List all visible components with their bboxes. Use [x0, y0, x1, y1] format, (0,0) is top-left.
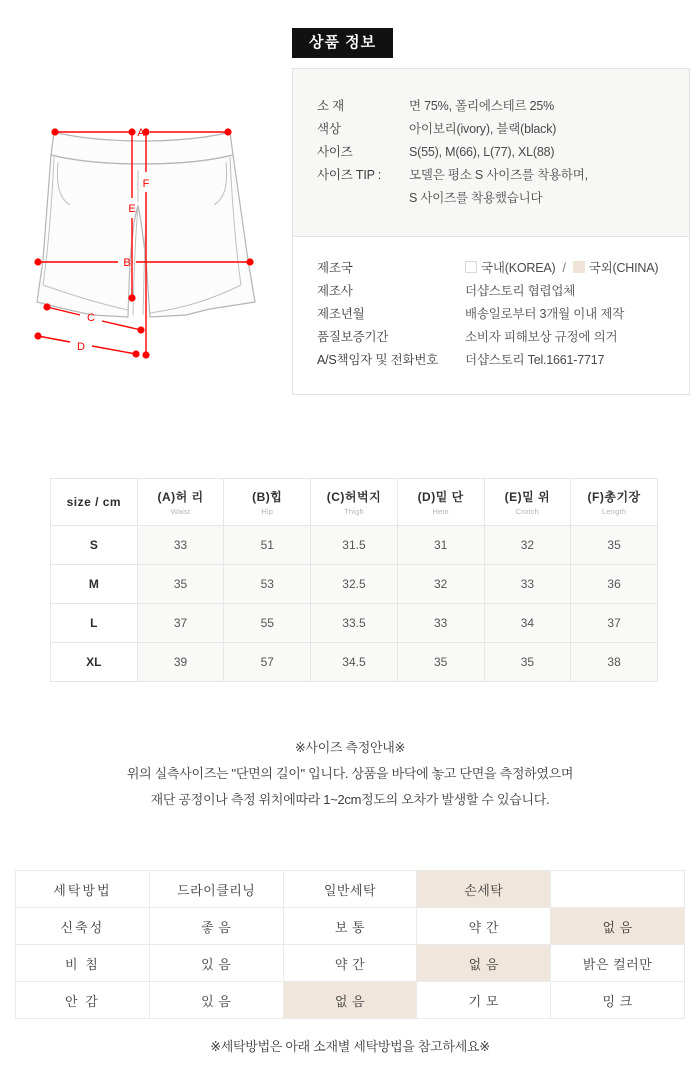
size-row-label-m: M: [51, 565, 138, 604]
measurement-note-line-1: 위의 실측사이즈는 "단면의 길이" 입니다. 상품을 바닥에 놓고 단면을 측정하였으며: [126, 766, 574, 781]
size-cell-m-hip: 53: [224, 565, 311, 604]
care-row-label-wash: 세탁방법: [16, 871, 150, 908]
size-cell-s-length: 35: [571, 526, 658, 565]
care-cell-lining-none: 없 음: [283, 982, 417, 1019]
maker-value-contact: 더샵스토리 Tel.1661-7717: [465, 353, 605, 367]
size-header-hem: [397, 479, 484, 526]
size-header-crotch-kr: (E)밑 위: [504, 490, 551, 504]
size-cell-l-crotch: 34: [484, 604, 571, 643]
product-info-panel: [292, 68, 690, 395]
size-tip-line-1: 모델은 평소 S 사이즈를 착용하며,: [409, 168, 588, 182]
size-tip-line-2: S 사이즈를 착용했습니다: [409, 191, 543, 205]
size-cell-xl-hip: 57: [224, 643, 311, 682]
measurement-note-title: ※사이즈 측정안내※: [294, 740, 406, 755]
table-row: [51, 526, 658, 565]
size-cell-s-waist: 33: [137, 526, 224, 565]
size-cell-xl-crotch: 35: [484, 643, 571, 682]
care-cell-wash-dryclean: 드라이클리닝: [149, 871, 283, 908]
size-cell-l-thigh: 33.5: [311, 604, 398, 643]
table-row: [51, 565, 658, 604]
size-header-hip-en: Hip: [261, 507, 274, 516]
diagram-label-b: B: [123, 257, 131, 269]
size-row-label-s: S: [51, 526, 138, 565]
size-cell-xl-thigh: 34.5: [311, 643, 398, 682]
maker-row-warranty: [293, 326, 689, 349]
spec-value-color: 아이보리(ivory), 블랙(black): [409, 122, 557, 136]
care-table-container: [15, 870, 685, 1019]
measurement-note-line-2: 재단 공정이나 측정 위치에따라 1~2cm정도의 오차가 발생할 수 있습니다.: [150, 792, 550, 807]
spec-label-material: 소 재: [317, 99, 345, 113]
care-cell-lining-yes: 있 음: [149, 982, 283, 1019]
maker-value-warranty: 소비자 피해보상 규정에 의거: [465, 330, 618, 344]
size-header-thigh-kr: (C)허벅지: [326, 490, 382, 504]
size-cell-m-waist: 35: [137, 565, 224, 604]
product-info-title: 상품 정보: [292, 28, 393, 58]
size-cell-l-waist: 37: [137, 604, 224, 643]
shorts-diagram-svg: [10, 110, 280, 353]
care-cell-wash-hand: 손세탁: [417, 871, 551, 908]
maker-label-company: 제조사: [317, 284, 353, 298]
size-cell-m-hem: 32: [397, 565, 484, 604]
care-cell-wash-normal: 일반세탁: [283, 871, 417, 908]
garment-measurement-diagram: [10, 110, 280, 353]
size-row-label-l: L: [51, 604, 138, 643]
size-table-container: [50, 478, 658, 682]
size-cell-l-length: 37: [571, 604, 658, 643]
origin-separator: /: [562, 261, 566, 275]
spec-row-size-tip: [293, 164, 689, 210]
size-header-sizecm: [51, 479, 138, 526]
size-header-hem-kr: (D)밑 단: [417, 490, 464, 504]
size-table-header-row: [51, 479, 658, 526]
product-spec-section: [293, 69, 689, 237]
origin-checkbox-china[interactable]: [573, 261, 585, 273]
maker-row-date: [293, 303, 689, 326]
product-info-block: [292, 28, 690, 395]
size-header-length-kr: (F)총기장: [587, 490, 641, 504]
spec-value-material: 면 75%, 폴리에스테르 25%: [409, 99, 555, 113]
size-header-hem-en: Hem: [432, 507, 449, 516]
spec-row-color: [293, 118, 689, 141]
care-cell-lining-fleece: 기 모: [417, 982, 551, 1019]
maker-value-origin: [465, 257, 658, 280]
origin-checkbox-korea[interactable]: [465, 261, 477, 273]
size-cell-m-crotch: 33: [484, 565, 571, 604]
size-header-crotch-en: Crotch: [515, 507, 540, 516]
spec-row-material: [293, 95, 689, 118]
diagram-label-c: C: [87, 312, 95, 324]
table-row: [51, 643, 658, 682]
care-cell-sheer-slight: 약 간: [283, 945, 417, 982]
size-cell-l-hem: 33: [397, 604, 484, 643]
size-header-hip-kr: (B)힙: [252, 490, 283, 504]
diagram-label-e: E: [128, 203, 136, 215]
care-cell-stretch-none: 없 음: [551, 908, 685, 945]
size-header-hip: [224, 479, 311, 526]
maker-label-origin: 제조국: [317, 261, 353, 275]
size-cell-xl-length: 38: [571, 643, 658, 682]
manufacturer-section: [293, 237, 689, 394]
size-cell-s-crotch: 32: [484, 526, 571, 565]
care-row-label-stretch: 신축성: [16, 908, 150, 945]
care-cell-sheer-yes: 있 음: [149, 945, 283, 982]
table-row: [16, 982, 685, 1019]
spec-label-size: 사이즈: [317, 145, 353, 159]
table-row: [16, 908, 685, 945]
care-row-label-lining: 안 감: [16, 982, 150, 1019]
size-header-length: [571, 479, 658, 526]
size-cell-m-thigh: 32.5: [311, 565, 398, 604]
care-row-label-sheer: 비 침: [16, 945, 150, 982]
size-header-sizecm-kr: size / cm: [66, 495, 122, 509]
size-header-waist: [137, 479, 224, 526]
measurement-guide-note: [0, 735, 700, 813]
origin-label-china: 국외(CHINA): [588, 261, 659, 275]
maker-label-contact: A/S책임자 및 전화번호: [317, 353, 439, 367]
diagram-label-f: F: [142, 178, 150, 190]
size-header-crotch: [484, 479, 571, 526]
size-table: [50, 478, 658, 682]
size-cell-s-hip: 51: [224, 526, 311, 565]
care-table: [15, 870, 685, 1019]
maker-label-date: 제조년월: [317, 307, 365, 321]
size-cell-s-thigh: 31.5: [311, 526, 398, 565]
care-cell-wash-empty: [551, 871, 685, 908]
size-header-waist-en: Waist: [170, 507, 191, 516]
maker-row-contact: [293, 349, 689, 372]
size-header-waist-kr: (A)허 리: [157, 490, 204, 504]
care-cell-stretch-good: 좋 음: [149, 908, 283, 945]
size-cell-s-hem: 31: [397, 526, 484, 565]
size-cell-m-length: 36: [571, 565, 658, 604]
size-cell-l-hip: 55: [224, 604, 311, 643]
size-table-body: [51, 526, 658, 682]
care-cell-stretch-slight: 약 간: [417, 908, 551, 945]
size-header-thigh-en: Thigh: [344, 507, 364, 516]
care-cell-sheer-none: 없 음: [417, 945, 551, 982]
table-row: [16, 945, 685, 982]
size-row-label-xl: XL: [51, 643, 138, 682]
table-row: [51, 604, 658, 643]
size-cell-xl-hem: 35: [397, 643, 484, 682]
size-cell-xl-waist: 39: [137, 643, 224, 682]
table-row: [16, 871, 685, 908]
size-header-thigh: [311, 479, 398, 526]
spec-value-size-tip: [409, 164, 588, 210]
spec-label-color: 색상: [317, 122, 341, 136]
maker-row-company: [293, 280, 689, 303]
size-table-head: [51, 479, 658, 526]
maker-label-warranty: 품질보증기간: [317, 330, 389, 344]
maker-value-company: 더샵스토리 협렵업체: [465, 284, 576, 298]
care-cell-lining-mink: 밍 크: [551, 982, 685, 1019]
diagram-label-d: D: [77, 341, 85, 353]
care-cell-stretch-normal: 보 통: [283, 908, 417, 945]
spec-value-size: S(55), M(66), L(77), XL(88): [409, 145, 555, 159]
maker-value-date: 배송일로부터 3개월 이내 제작: [465, 307, 625, 321]
size-header-length-en: Length: [602, 507, 627, 516]
diagram-label-a: A: [137, 127, 145, 139]
spec-label-size-tip: 사이즈 TIP :: [317, 168, 382, 182]
maker-row-origin: [293, 257, 689, 280]
spec-row-size: [293, 141, 689, 164]
care-method-note: ※세탁방법은 아래 소재별 세탁방법을 참고하세요※: [210, 1039, 490, 1054]
care-table-body: [16, 871, 685, 1019]
care-cell-sheer-lightonly: 밝은 컬러만: [551, 945, 685, 982]
origin-label-korea: 국내(KOREA): [481, 261, 556, 275]
